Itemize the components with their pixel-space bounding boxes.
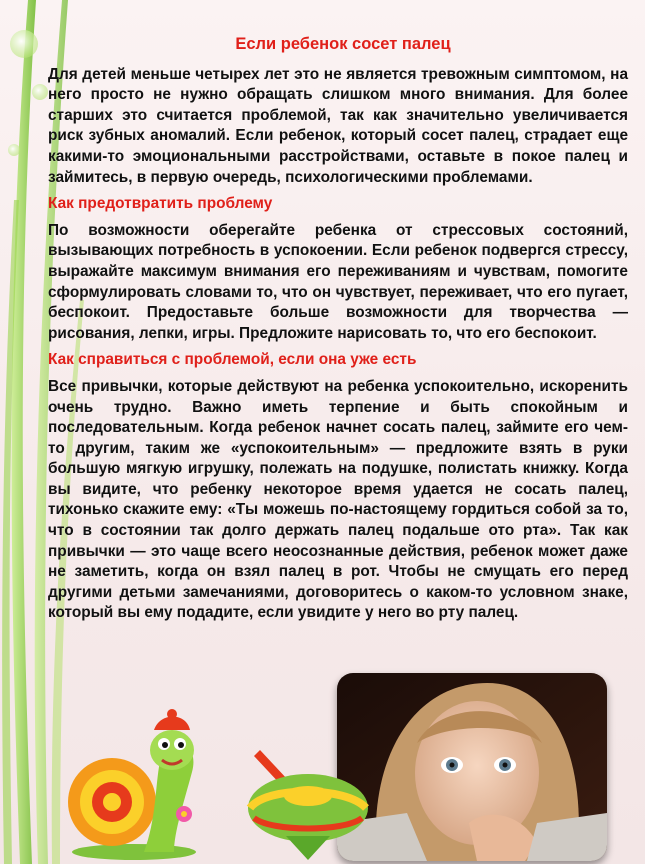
child-photo (337, 673, 607, 861)
intro-paragraph: Для детей меньше четырех лет это не является тревожным симптомом, на него просто не нужно обращать слишком много внимания. Для более старших это считается проблемой, так как значительно увеличивается риск зубных аномалий. Если ребенок, который сосет палец, страдает еще какими-то эмоциональными расстройствами, оставьте в покое палец и займитесь, в первую очередь, психологическими проблемами. (48, 65, 628, 186)
article (48, 34, 628, 630)
section-heading-prevent: Как предотвратить проблему (48, 195, 273, 213)
prevent-paragraph: По возможности оберегайте ребенка от стрессовых состояний, вызывающих потребность в успокоении. Если ребенок подвергся стрессу, выражайте максимум внимания его переживаниям и чувствам, помогите сформулировать словами то, что он чувствует, переживает, что его пугает, беспокоит. Предоставьте больше возможности для творчества — рисования, лепки, игры. Предложите нарисовать то, что его беспокоит. (48, 221, 628, 342)
spinning-top-illustration (236, 736, 372, 861)
section-heading-cope: Как справиться с проблемой, если она уже есть (48, 351, 417, 369)
cope-paragraph: Все привычки, которые действуют на ребенка успокоительно, искоренить очень трудно. Важно иметь терпение и быть спокойным и последовательным. Когда ребенок начнет сосать палец, займите его чем-то другим, таким же «успокоительным» — предложите взять в руки большую мягкую игрушку, полежать на подушке, полистать книжку. Когда вы видите, что ребенку некоторое время удается не сосать палец, тихонько скажите ему: «Ты можешь по-настоящему гордиться собой за то, что в состоянии так долго держать палец подальше ото рта». Так как привычки — это чаще всего неосознанные действия, ребенок может даже не заметить, когда он взял палец в рот. Чтобы не смущать его перед другими детьми замечаниями, договоритесь о каком-то условном знаке, который вы ему подадите, если увидите у него во рту палец. (48, 377, 628, 622)
snail-illustration (64, 692, 204, 860)
page-title: Если ребенок сосет палец (235, 35, 451, 53)
